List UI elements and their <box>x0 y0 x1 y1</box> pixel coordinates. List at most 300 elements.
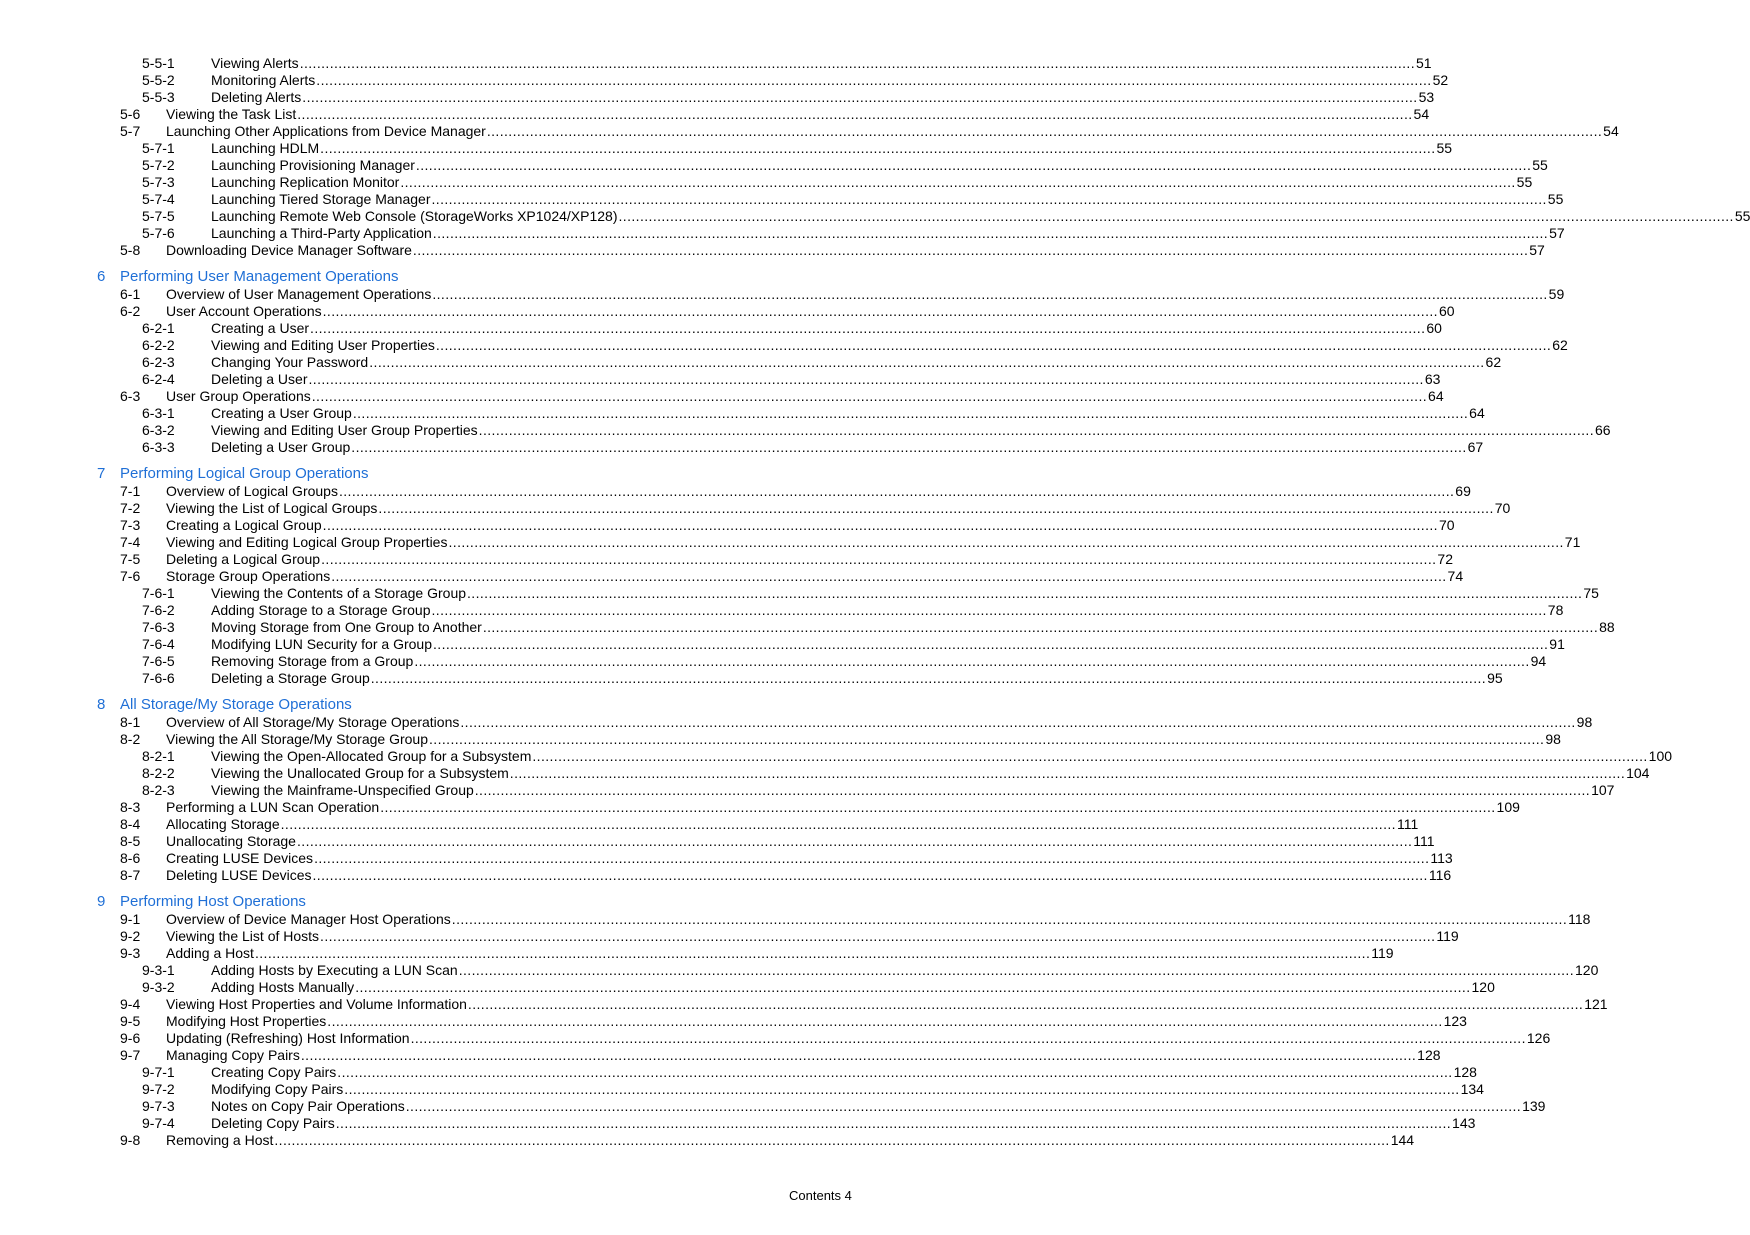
section-title[interactable]: Modifying Copy Pairs <box>211 1081 344 1097</box>
dot-leader: .................................................................................................................................................................................................................................................................... <box>478 422 1594 438</box>
section-title[interactable]: Changing Your Password <box>211 354 369 370</box>
section-title[interactable]: User Account Operations <box>166 303 322 319</box>
dot-leader: .................................................................................................................................................................................................................................................................... <box>432 636 1549 652</box>
section-title[interactable]: Deleting a User Group <box>211 439 351 455</box>
footer-label: Contents <box>789 1188 842 1203</box>
section-title[interactable]: Modifying Host Properties <box>166 1013 327 1029</box>
toc-entry[interactable] <box>0 765 1650 782</box>
toc-entry[interactable] <box>0 731 1561 748</box>
section-title[interactable]: Adding Hosts Manually <box>211 979 355 995</box>
toc-entry[interactable] <box>0 1098 1546 1115</box>
toc-entry[interactable] <box>0 867 1452 884</box>
toc-entry[interactable] <box>0 799 1520 816</box>
toc-entry[interactable] <box>0 123 1619 140</box>
toc-entry[interactable] <box>0 551 1453 568</box>
section-title[interactable]: Launching Replication Monitor <box>211 174 400 190</box>
section-title[interactable]: Viewing the Unallocated Group for a Subsystem <box>211 765 509 781</box>
dot-leader: .................................................................................................................................................................................................................................................................... <box>431 191 1547 207</box>
section-title[interactable]: Downloading Device Manager Software <box>166 242 412 258</box>
page-number: 67 <box>1467 439 1484 455</box>
toc-entry[interactable] <box>0 517 1455 534</box>
page-number: 57 <box>1549 225 1565 241</box>
section-number: 5-5-2 <box>142 72 175 88</box>
dot-leader: .................................................................................................................................................................................................................................................................... <box>338 483 1455 499</box>
section-title[interactable]: Viewing the Mainframe-Unspecified Group <box>211 782 474 798</box>
page-number: 55 <box>1734 208 1750 224</box>
section-number: 8-6 <box>120 850 141 866</box>
dot-leader: .................................................................................................................................................................................................................................................................... <box>432 225 1549 241</box>
toc-entry-body <box>166 833 1435 850</box>
toc-entry[interactable] <box>0 782 1615 799</box>
section-number: 5-7-4 <box>142 191 175 207</box>
toc-entry[interactable] <box>0 500 1511 517</box>
toc-entry[interactable] <box>0 191 1564 208</box>
section-title[interactable]: Viewing the Task List <box>166 106 297 122</box>
toc-entry[interactable] <box>0 1013 1467 1030</box>
section-number: 6-3-2 <box>142 422 175 438</box>
section-title[interactable]: Deleting a Storage Group <box>211 670 370 686</box>
page-number: 74 <box>1447 568 1464 584</box>
toc-entry-body <box>211 439 1484 456</box>
section-title[interactable]: Launching Remote Web Console (StorageWorks XP1024/XP128) <box>211 208 618 224</box>
section-number: 9-7-4 <box>142 1115 175 1131</box>
section-title[interactable]: Viewing the Contents of a Storage Group <box>211 585 467 601</box>
page-number: 104 <box>1626 765 1650 781</box>
dot-leader: .................................................................................................................................................................................................................................................................... <box>414 653 1530 669</box>
toc-entry-body <box>166 996 1608 1013</box>
toc-entry[interactable] <box>0 157 1548 174</box>
section-title[interactable]: Launching Provisioning Manager <box>211 157 415 173</box>
toc-entry[interactable] <box>0 174 1533 191</box>
section-title[interactable]: Creating a Logical Group <box>166 517 322 533</box>
toc-entry-body <box>166 731 1561 748</box>
page-number: 139 <box>1522 1098 1546 1114</box>
toc-entry-body <box>166 242 1545 259</box>
dot-leader: .................................................................................................................................................................................................................................................................... <box>297 106 1413 122</box>
dot-leader: .................................................................................................................................................................................................................................................................... <box>308 371 1424 387</box>
chapter-number[interactable]: 6 <box>97 268 106 285</box>
toc-entry[interactable] <box>0 1030 1551 1047</box>
dot-leader: .................................................................................................................................................................................................................................................................... <box>618 208 1734 224</box>
section-title[interactable]: Creating Copy Pairs <box>211 1064 337 1080</box>
page-number: 88 <box>1599 619 1615 635</box>
section-title[interactable]: Removing a Host <box>166 1132 274 1148</box>
chapter-title-link[interactable]: All Storage/My Storage Operations <box>120 696 352 713</box>
section-number: 7-6-3 <box>142 619 175 635</box>
section-number: 5-7-1 <box>142 140 175 156</box>
page-number: 64 <box>1428 388 1444 404</box>
page-number: 60 <box>1426 320 1442 336</box>
section-title[interactable]: Viewing and Editing User Group Properties <box>211 422 478 438</box>
section-title[interactable]: Deleting Alerts <box>211 89 302 105</box>
section-title[interactable]: Launching Tiered Storage Manager <box>211 191 431 207</box>
section-title[interactable]: Managing Copy Pairs <box>166 1047 300 1063</box>
toc-entry[interactable] <box>0 72 1449 89</box>
section-title[interactable]: Viewing the Open-Allocated Group for a Subsystem <box>211 748 532 764</box>
page-number: 71 <box>1564 534 1581 550</box>
dot-leader: .................................................................................................................................................................................................................................................................... <box>486 123 1603 139</box>
dot-leader: .................................................................................................................................................................................................................................................................... <box>429 731 1545 747</box>
toc-chapter-heading[interactable] <box>0 696 954 714</box>
toc-entry[interactable] <box>0 354 1502 371</box>
section-number: 7-4 <box>120 534 141 550</box>
page-number: 72 <box>1437 551 1453 567</box>
toc-entry-body <box>211 354 1502 371</box>
page-number: 95 <box>1487 670 1503 686</box>
toc-entry[interactable] <box>0 568 1464 585</box>
section-title[interactable]: Viewing and Editing User Properties <box>211 337 435 353</box>
dot-leader: .................................................................................................................................................................................................................................................................... <box>369 354 1485 370</box>
section-title[interactable]: Deleting a Logical Group <box>166 551 321 567</box>
page-number: 116 <box>1428 867 1452 883</box>
toc-entry[interactable] <box>0 748 1673 765</box>
section-number: 9-6 <box>120 1030 141 1046</box>
page-number: 54 <box>1413 106 1430 122</box>
toc-entry-body <box>211 208 1750 225</box>
toc-entry-body <box>211 320 1442 337</box>
section-number: 7-6 <box>120 568 141 584</box>
section-number: 8-3 <box>120 799 141 815</box>
page-number: 94 <box>1530 653 1547 669</box>
dot-leader: .................................................................................................................................................................................................................................................................... <box>460 714 1576 730</box>
dot-leader: .................................................................................................................................................................................................................................................................... <box>482 619 1599 635</box>
dot-leader: .................................................................................................................................................................................................................................................................... <box>467 585 1583 601</box>
toc-chapter-heading[interactable] <box>0 268 954 286</box>
page-number: 128 <box>1453 1064 1477 1080</box>
section-title[interactable]: Moving Storage from One Group to Another <box>211 619 482 635</box>
footer-page-number: 4 <box>844 1188 852 1203</box>
section-number: 6-3 <box>120 388 141 404</box>
toc-entry[interactable] <box>0 833 1435 850</box>
page-number: 100 <box>1648 748 1673 764</box>
section-number: 8-2-2 <box>142 765 175 781</box>
toc-entry[interactable] <box>0 1132 1415 1149</box>
toc-entry[interactable] <box>0 1115 1476 1132</box>
toc-entry[interactable] <box>0 242 1545 259</box>
page-footer <box>789 1188 852 1203</box>
toc-entry-body <box>166 816 1419 833</box>
dot-leader: .................................................................................................................................................................................................................................................................... <box>322 517 1438 533</box>
dot-leader: .................................................................................................................................................................................................................................................................... <box>302 89 1418 105</box>
page-number: 75 <box>1583 585 1599 601</box>
section-number: 5-7 <box>120 123 141 139</box>
section-title[interactable]: Removing Storage from a Group <box>211 653 414 669</box>
toc-entry[interactable] <box>0 714 1593 731</box>
section-title[interactable]: Deleting Copy Pairs <box>211 1115 335 1131</box>
section-number: 5-7-3 <box>142 174 175 190</box>
section-title[interactable]: Overview of Logical Groups <box>166 483 338 499</box>
dot-leader: .................................................................................................................................................................................................................................................................... <box>412 242 1529 258</box>
section-title[interactable]: Notes on Copy Pair Operations <box>211 1098 405 1114</box>
dot-leader: .................................................................................................................................................................................................................................................................... <box>335 1115 1452 1131</box>
section-title[interactable]: Allocating Storage <box>166 816 280 832</box>
page-number: 107 <box>1591 782 1615 798</box>
toc-entry[interactable] <box>0 439 1484 456</box>
toc-entry-body <box>211 174 1533 191</box>
page-number: 121 <box>1584 996 1608 1012</box>
section-title[interactable]: Launching HDLM <box>211 140 320 156</box>
section-number: 9-8 <box>120 1132 141 1148</box>
toc-entry-body <box>211 72 1449 89</box>
toc-entry-body <box>211 371 1441 388</box>
dot-leader: .................................................................................................................................................................................................................................................................... <box>331 568 1447 584</box>
page-number: 55 <box>1516 174 1533 190</box>
page-number: 119 <box>1436 928 1459 944</box>
chapter-title-link[interactable]: Performing User Management Operations <box>120 268 399 285</box>
page-number: 113 <box>1430 850 1453 866</box>
toc-entry[interactable] <box>0 911 1591 928</box>
toc-entry[interactable] <box>0 928 1459 945</box>
dot-leader: .................................................................................................................................................................................................................................................................... <box>451 911 1568 927</box>
toc-entry-body <box>211 585 1599 602</box>
section-title[interactable]: Launching a Third-Party Application <box>211 225 432 241</box>
section-number: 7-1 <box>120 483 141 499</box>
dot-leader: .................................................................................................................................................................................................................................................................... <box>310 320 1426 336</box>
toc-entry[interactable] <box>0 945 1394 962</box>
page-number: 128 <box>1417 1047 1441 1063</box>
page-number: 63 <box>1424 371 1441 387</box>
section-title[interactable]: Viewing and Editing Logical Group Properties <box>166 534 448 550</box>
toc-entry-body <box>166 928 1459 945</box>
toc-entry[interactable] <box>0 89 1435 106</box>
toc-entry[interactable] <box>0 850 1453 867</box>
section-number: 6-2-2 <box>142 337 175 353</box>
section-title[interactable]: Modifying LUN Security for a Group <box>211 636 432 652</box>
page-number: 126 <box>1526 1030 1551 1046</box>
toc-entry-body <box>166 303 1455 320</box>
toc-entry-body <box>166 714 1593 731</box>
toc-entry[interactable] <box>0 816 1419 833</box>
section-number: 9-7-1 <box>142 1064 175 1080</box>
page-number: 91 <box>1549 636 1565 652</box>
toc-chapter-heading[interactable] <box>0 893 954 911</box>
toc-entry-body <box>166 867 1452 884</box>
section-number: 9-3-1 <box>142 962 175 978</box>
section-number: 5-7-5 <box>142 208 175 224</box>
dot-leader: .................................................................................................................................................................................................................................................................... <box>314 850 1430 866</box>
toc-chapter-heading[interactable] <box>0 465 954 483</box>
dot-leader: .................................................................................................................................................................................................................................................................... <box>370 670 1487 686</box>
section-title[interactable]: Viewing the List of Logical Groups <box>166 500 378 516</box>
toc-entry-body <box>211 1115 1476 1132</box>
dot-leader: .................................................................................................................................................................................................................................................................... <box>474 782 1591 798</box>
page-number: 111 <box>1396 816 1419 832</box>
section-number: 8-5 <box>120 833 141 849</box>
section-title[interactable]: Launching Other Applications from Device Manager <box>166 123 486 139</box>
page-number: 120 <box>1471 979 1495 995</box>
page-number: 57 <box>1529 242 1545 258</box>
dot-leader: .................................................................................................................................................................................................................................................................... <box>299 55 1415 71</box>
page-number: 120 <box>1575 962 1599 978</box>
chapter-number[interactable]: 7 <box>97 465 106 482</box>
section-title[interactable]: Overview of All Storage/My Storage Operations <box>166 714 460 730</box>
toc-entry[interactable] <box>0 422 1611 439</box>
table-of-contents <box>0 55 1750 1149</box>
chapter-title-link[interactable]: Performing Logical Group Operations <box>120 465 369 482</box>
section-title[interactable]: Creating LUSE Devices <box>166 850 314 866</box>
toc-entry[interactable] <box>0 996 1608 1013</box>
section-title[interactable]: Adding a Host <box>166 945 254 961</box>
toc-entry-body <box>211 602 1564 619</box>
dot-leader: .................................................................................................................................................................................................................................................................... <box>355 979 1471 995</box>
page-number: 118 <box>1568 911 1591 927</box>
section-number: 9-5 <box>120 1013 141 1029</box>
dot-leader: .................................................................................................................................................................................................................................................................... <box>312 867 1428 883</box>
page-number: 62 <box>1485 354 1502 370</box>
toc-entry[interactable] <box>0 585 1599 602</box>
section-number: 5-5-1 <box>142 55 175 71</box>
toc-entry-body <box>211 1098 1546 1115</box>
section-title[interactable]: Overview of User Management Operations <box>166 286 432 302</box>
section-title[interactable]: Unallocating Storage <box>166 833 296 849</box>
toc-entry-body <box>211 748 1673 765</box>
toc-entry[interactable] <box>0 225 1565 242</box>
toc-entry[interactable] <box>0 602 1564 619</box>
section-title[interactable]: Deleting a User <box>211 371 308 387</box>
toc-entry-body <box>211 140 1453 157</box>
toc-entry[interactable] <box>0 405 1485 422</box>
toc-entry-body <box>211 1081 1484 1098</box>
dot-leader: .................................................................................................................................................................................................................................................................... <box>509 765 1626 781</box>
section-title[interactable]: Adding Storage to a Storage Group <box>211 602 431 618</box>
toc-entry[interactable] <box>0 483 1471 500</box>
section-number: 9-7-3 <box>142 1098 175 1114</box>
section-title[interactable]: Storage Group Operations <box>166 568 331 584</box>
section-number: 6-2-3 <box>142 354 175 370</box>
section-title[interactable]: Viewing Host Properties and Volume Information <box>166 996 467 1012</box>
section-title[interactable]: Deleting LUSE Devices <box>166 867 312 883</box>
toc-entry-body <box>166 483 1471 500</box>
dot-leader: .................................................................................................................................................................................................................................................................... <box>327 1013 1443 1029</box>
section-title[interactable]: Monitoring Alerts <box>211 72 316 88</box>
dot-leader: .................................................................................................................................................................................................................................................................... <box>467 996 1584 1012</box>
page-number: 134 <box>1460 1081 1484 1097</box>
toc-entry[interactable] <box>0 388 1444 405</box>
toc-entry[interactable] <box>0 979 1495 996</box>
toc-entry[interactable] <box>0 636 1565 653</box>
section-number: 8-4 <box>120 816 141 832</box>
chapter-number[interactable]: 8 <box>97 696 106 713</box>
toc-entry-body <box>166 517 1455 534</box>
toc-entry[interactable] <box>0 303 1455 320</box>
toc-entry[interactable] <box>0 619 1615 636</box>
page-number: 54 <box>1603 123 1619 139</box>
toc-entry-body <box>166 1030 1551 1047</box>
toc-entry-body <box>211 962 1599 979</box>
page-number: 123 <box>1443 1013 1467 1029</box>
section-number: 7-3 <box>120 517 141 533</box>
toc-entry-body <box>211 765 1650 782</box>
dot-leader: .................................................................................................................................................................................................................................................................... <box>300 1047 1417 1063</box>
section-number: 5-8 <box>120 242 141 258</box>
section-number: 5-5-3 <box>142 89 175 105</box>
page-number: 59 <box>1548 286 1565 302</box>
section-title[interactable]: Viewing the All Storage/My Storage Group <box>166 731 429 747</box>
dot-leader: .................................................................................................................................................................................................................................................................... <box>431 602 1547 618</box>
toc-entry-body <box>166 500 1511 517</box>
toc-entry[interactable] <box>0 962 1599 979</box>
toc-entry[interactable] <box>0 1047 1441 1064</box>
section-number: 7-6-5 <box>142 653 175 669</box>
toc-entry[interactable] <box>0 208 1750 225</box>
dot-leader: .................................................................................................................................................................................................................................................................... <box>352 405 1469 421</box>
toc-entry-body <box>166 123 1619 140</box>
page-number: 98 <box>1545 731 1561 747</box>
toc-entry[interactable] <box>0 140 1453 157</box>
section-number: 5-7-2 <box>142 157 175 173</box>
section-title[interactable]: Overview of Device Manager Host Operations <box>166 911 451 927</box>
section-title[interactable]: Viewing the List of Hosts <box>166 928 320 944</box>
page-number: 55 <box>1547 191 1564 207</box>
toc-entry[interactable] <box>0 1064 1477 1081</box>
section-number: 9-4 <box>120 996 141 1012</box>
section-title[interactable]: Creating a User <box>211 320 310 336</box>
dot-leader: .................................................................................................................................................................................................................................................................... <box>432 286 1548 302</box>
toc-entry-body <box>211 979 1495 996</box>
toc-entry-body <box>211 55 1432 72</box>
toc-entry-body <box>211 191 1564 208</box>
toc-entry[interactable] <box>0 286 1565 303</box>
section-number: 6-2-4 <box>142 371 175 387</box>
dot-leader: .................................................................................................................................................................................................................................................................... <box>400 174 1516 190</box>
dot-leader: .................................................................................................................................................................................................................................................................... <box>435 337 1552 353</box>
dot-leader: .................................................................................................................................................................................................................................................................... <box>320 140 1436 156</box>
section-number: 7-6-4 <box>142 636 175 652</box>
section-number: 8-2-3 <box>142 782 175 798</box>
dot-leader: .................................................................................................................................................................................................................................................................... <box>296 833 1413 849</box>
toc-entry[interactable] <box>0 534 1581 551</box>
section-title[interactable]: Performing a LUN Scan Operation <box>166 799 380 815</box>
page-number: 51 <box>1416 55 1432 71</box>
section-title[interactable]: User Group Operations <box>166 388 311 404</box>
toc-entry[interactable] <box>0 371 1441 388</box>
dot-leader: .................................................................................................................................................................................................................................................................... <box>274 1132 1390 1148</box>
section-title[interactable]: Viewing Alerts <box>211 55 299 71</box>
page-number: 62 <box>1552 337 1568 353</box>
page-number: 111 <box>1413 833 1435 849</box>
toc-entry[interactable] <box>0 106 1430 123</box>
section-number: 6-1 <box>120 286 141 302</box>
section-number: 7-6-2 <box>142 602 175 618</box>
section-number: 9-3 <box>120 945 141 961</box>
chapter-title-link[interactable]: Performing Host Operations <box>120 893 306 910</box>
section-title[interactable]: Adding Hosts by Executing a LUN Scan <box>211 962 458 978</box>
toc-entry-body <box>166 534 1581 551</box>
toc-entry[interactable] <box>0 337 1568 354</box>
page-number: 78 <box>1547 602 1564 618</box>
page-number: 64 <box>1469 405 1485 421</box>
section-number: 5-7-6 <box>142 225 175 241</box>
toc-entry-body <box>166 911 1591 928</box>
toc-entry[interactable] <box>0 55 1432 72</box>
page-number: 119 <box>1371 945 1394 961</box>
page-number: 55 <box>1532 157 1548 173</box>
toc-entry[interactable] <box>0 320 1442 337</box>
toc-entry[interactable] <box>0 1081 1484 1098</box>
toc-entry-body <box>211 653 1547 670</box>
toc-entry[interactable] <box>0 653 1547 670</box>
section-number: 8-1 <box>120 714 141 730</box>
toc-entry-body <box>166 945 1394 962</box>
section-number: 6-2 <box>120 303 141 319</box>
toc-entry-body <box>166 1013 1467 1030</box>
toc-entry[interactable] <box>0 670 1503 687</box>
section-title[interactable]: Creating a User Group <box>211 405 352 421</box>
toc-entry-body <box>211 670 1503 687</box>
chapter-number[interactable]: 9 <box>97 893 106 910</box>
section-title[interactable]: Updating (Refreshing) Host Information <box>166 1030 410 1046</box>
page-number: 143 <box>1452 1115 1476 1131</box>
